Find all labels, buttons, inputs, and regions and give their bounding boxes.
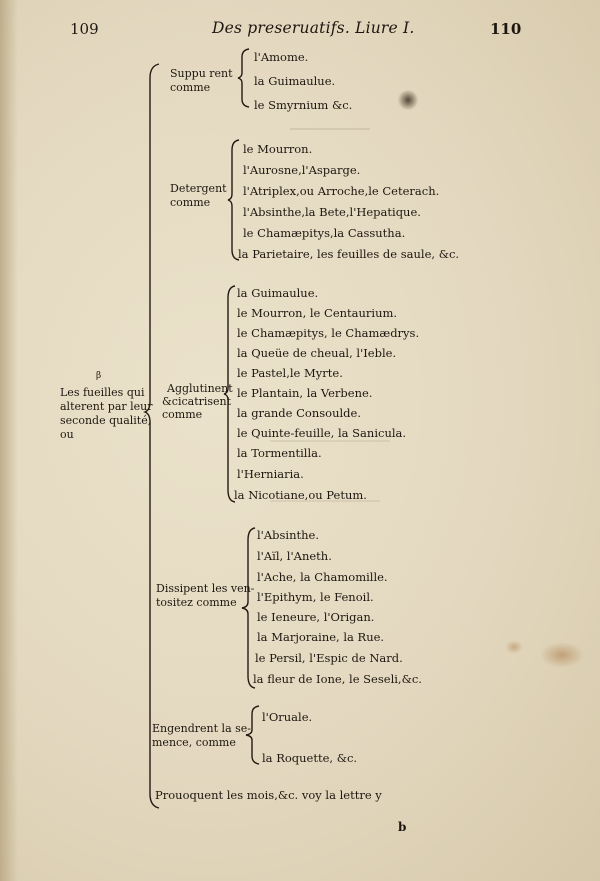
group-label-line: &cicatrisent: [162, 395, 232, 408]
list-item: le Plantain, la Verbene.: [237, 386, 373, 400]
list-item: le Chamæpitys,la Cassutha.: [243, 226, 406, 240]
root-label-line: Les fueilles qui: [60, 386, 145, 399]
group-label-line: Dissipent les ven-: [156, 582, 255, 595]
list-item: l'Aïl, l'Aneth.: [257, 549, 332, 563]
list-item: le Mourron.: [243, 142, 313, 156]
list-item: la fleur de Ione, le Seseli,&c.: [253, 672, 422, 686]
list-item: l'Epithym, le Fenoil.: [257, 590, 374, 604]
group-brace: [244, 704, 262, 766]
group-brace: [226, 138, 242, 262]
list-item: l'Oruale.: [262, 710, 313, 724]
group-brace: [222, 284, 238, 504]
list-item: le Ieneure, l'Origan.: [257, 610, 375, 624]
list-item: le Smyrnium &c.: [254, 98, 353, 112]
group-label-line: mence, comme: [152, 736, 236, 749]
group-label-line: tositez comme: [156, 596, 237, 609]
list-item: l'Absinthe.: [257, 528, 319, 542]
root-brace: [143, 62, 163, 810]
ink-stain: [397, 90, 419, 110]
list-item: la Queüe de cheual, l'Ieble.: [237, 346, 397, 360]
list-item: la Guimaulue.: [237, 286, 319, 300]
group-label-line: Agglutinent: [167, 382, 233, 395]
list-item: le Chamæpitys, le Chamædrys.: [237, 326, 420, 340]
list-item: la Marjoraine, la Rue.: [257, 630, 385, 644]
list-item: le Persil, l'Espic de Nard.: [255, 651, 403, 665]
list-item: la Roquette, &c.: [262, 751, 358, 765]
group-label-line: Detergent: [170, 182, 227, 195]
list-item: l'Amome.: [254, 50, 309, 64]
list-item: la Guimaulue.: [254, 74, 336, 88]
footer-line: Prouoquent les mois,&c. voy la lettre y: [155, 788, 382, 802]
list-item: le Mourron, le Centaurium.: [237, 306, 398, 320]
page-number-left: 109: [70, 20, 99, 38]
root-label-line: ou: [60, 428, 74, 441]
list-item: la grande Consoulde.: [237, 406, 361, 420]
foxing-stain: [505, 640, 523, 654]
list-item: l'Ache, la Chamomille.: [257, 570, 388, 584]
group-label-line: comme: [162, 408, 203, 421]
root-label-line: seconde qualité,: [60, 414, 152, 427]
list-item: la Nicotiane,ou Petum.: [234, 488, 367, 502]
group-label-line: Suppu rent: [170, 67, 233, 80]
page-number-right: 110: [490, 20, 522, 38]
list-item: le Pastel,le Myrte.: [237, 366, 343, 380]
signature-mark: b: [398, 820, 407, 834]
root-mark: β: [96, 371, 102, 381]
list-item: la Tormentilla.: [237, 446, 322, 460]
list-item: la Parietaire, les feuilles de saule, &c.: [238, 247, 460, 261]
group-label-line: comme: [170, 81, 211, 94]
group-brace: [236, 47, 252, 109]
root-label-line: alterent par leur: [60, 400, 153, 413]
group-label-line: comme: [170, 196, 211, 209]
group-brace: [240, 526, 258, 690]
page-gutter-shadow: [0, 0, 18, 881]
list-item: l'Absinthe,la Bete,l'Hepatique.: [243, 205, 421, 219]
foxing-stain: [540, 642, 584, 668]
running-title: Des preseruatifs. Liure I.: [212, 19, 415, 37]
group-label-line: Engendrent la se-: [152, 722, 252, 735]
list-item: l'Aurosne,l'Asparge.: [243, 163, 361, 177]
bleed-through: [290, 128, 370, 138]
list-item: l'Herniaria.: [237, 467, 304, 481]
list-item: le Quinte-feuille, la Sanicula.: [237, 426, 407, 440]
list-item: l'Atriplex,ou Arroche,le Ceterach.: [243, 184, 440, 198]
